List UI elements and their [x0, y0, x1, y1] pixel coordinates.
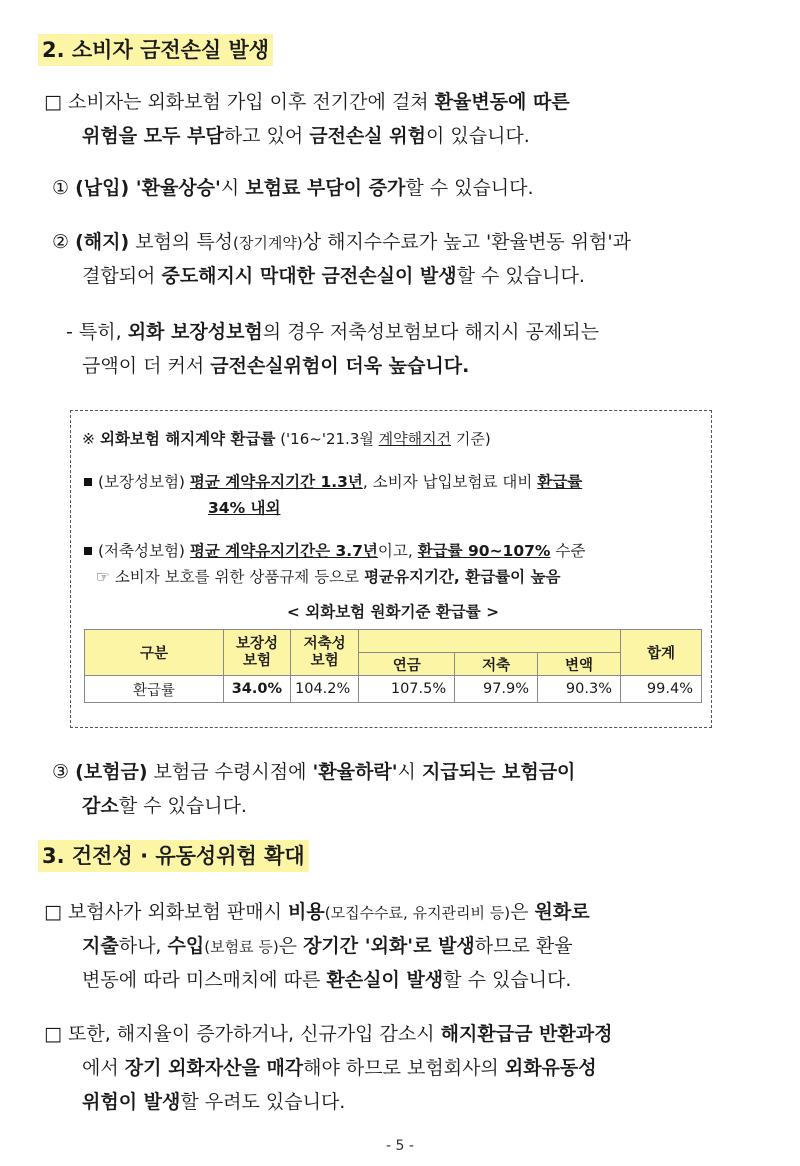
table-cell: 107.5% [359, 676, 455, 703]
item-2-surrender-line-2 [82, 256, 585, 296]
box-bullet-3 [96, 565, 560, 589]
table-cell: 90.3% [538, 676, 621, 703]
text-segment: , 소비자 납입보험료 대비 [362, 473, 538, 491]
text-emphasis: 외화유동성 [504, 1057, 597, 1079]
text-emphasis: 평균 계약유지기간은 3.7년 [189, 542, 378, 560]
text-emphasis: (해지) [75, 231, 130, 253]
text-note-underlined: 계약해지건 [378, 430, 452, 448]
text-segment: 할 우려도 있습니다. [180, 1091, 346, 1113]
text-emphasis: 중도해지시 막대한 금전손실이 발생 [161, 265, 457, 287]
text-emphasis: 금전손실위험이 더욱 높습니다. [210, 355, 470, 377]
text-segment: 은 [510, 901, 535, 923]
text-segment: (저축성보험) [98, 542, 190, 560]
text-segment: 보험사가 외화보험 판매시 [68, 901, 289, 923]
text-emphasis: 환손실이 발생 [326, 969, 444, 991]
text-note: (보험료 등) [204, 938, 279, 956]
text-segment: 결합되어 [82, 265, 162, 287]
text-emphasis: 위험이 발생 [82, 1091, 181, 1113]
table-header-cell: 저축성 보험 [291, 630, 359, 676]
text-segment: 시 [220, 177, 246, 199]
text-segment: 할 수 있습니다. [118, 795, 247, 817]
table-header-cell [359, 630, 621, 653]
table-title [84, 600, 702, 624]
box-title-text: 외화보험 해지계약 환급률 [99, 430, 276, 448]
text-emphasis: 비용 [288, 901, 325, 923]
table-cell: 104.2% [291, 676, 359, 703]
text-emphasis: (납입) '환율상승' [75, 177, 221, 199]
text-segment: 의 경우 저축성보험보다 해지시 공제되는 [262, 321, 599, 343]
text-emphasis: 평균유지기간, 환급률이 높음 [364, 568, 561, 586]
table-row [85, 676, 702, 703]
text-emphasis: (보험금) [75, 761, 148, 783]
text-emphasis: 지출 [82, 935, 119, 957]
text-segment: 할 수 있습니다. [456, 265, 585, 287]
item-number: ① [52, 177, 70, 199]
text-segment: 상 해지수수료가 높고 '환율변동 위험'과 [302, 231, 631, 253]
text-emphasis: 환급률 [537, 473, 583, 491]
text-segment: 하나, [118, 935, 168, 957]
text-emphasis: 34% 내외 [208, 499, 281, 517]
page-number: - 5 - [386, 1138, 414, 1154]
dash-note-line-2 [82, 346, 469, 386]
text-emphasis: 지급되는 보험금이 [421, 761, 576, 783]
text-note: ('16~'21.3월 [275, 430, 379, 448]
text-emphasis: 감소 [82, 795, 119, 817]
item-number: ② [52, 231, 70, 253]
item-number: ③ [52, 761, 70, 783]
text-segment: 보험의 특성 [129, 231, 234, 253]
text-emphasis: 금전손실 위험 [309, 125, 426, 147]
square-bullet-icon [84, 478, 92, 486]
table-title-text: < 외화보험 원화기준 환급률 > [286, 603, 500, 621]
table-cell: 34.0% [224, 676, 291, 703]
text-segment: 할 수 있습니다. [405, 177, 534, 199]
text-segment: 은 [278, 935, 304, 957]
text-segment: 소비자는 외화보험 가입 이후 전기간에 걸쳐 [68, 91, 435, 113]
table-header-cell: 연금 [359, 653, 455, 676]
text-emphasis: 해지환급금 반환과정 [440, 1023, 613, 1045]
text-segment: 금액이 더 커서 [82, 355, 211, 377]
section-3-heading: 3. 건전성 · 유동성위험 확대 [38, 840, 309, 872]
text-segment: 하므로 환율 [474, 935, 573, 957]
section-3-paragraph-1-line-3 [82, 960, 571, 1000]
table-cell: 97.9% [455, 676, 538, 703]
text-emphasis: 외화 보장성보험 [127, 321, 263, 343]
text-emphasis: 원화로 [534, 901, 590, 923]
text-segment: 이 있습니다. [425, 125, 530, 147]
text-emphasis: 장기 외화자산을 매각 [124, 1057, 304, 1079]
table-header-cell: 변액 [538, 653, 621, 676]
table-header-row [85, 630, 702, 653]
checkbox-bullet-icon: □ [44, 91, 62, 113]
text-emphasis: 위험을 모두 부담 [82, 125, 224, 147]
text-segment: (보장성보험) [98, 473, 190, 491]
box-title [82, 427, 491, 451]
checkbox-bullet-icon: □ [44, 901, 62, 923]
section-2-paragraph-1-line-2 [82, 116, 530, 156]
text-note: 기준) [451, 430, 491, 448]
text-emphasis: '환율하락' [312, 761, 398, 783]
section-2-heading: 2. 소비자 금전손실 발생 [38, 34, 273, 66]
text-note: (장기계약) [233, 234, 303, 252]
item-1-payment [52, 168, 534, 208]
section-3-paragraph-2-line-3 [82, 1082, 345, 1122]
checkbox-bullet-icon: □ [44, 1023, 62, 1045]
table-header-cell: 합계 [621, 630, 702, 676]
text-note: (모집수수료, 유지관리비 등) [324, 904, 511, 922]
table-header-cell: 저축 [455, 653, 538, 676]
text-segment: 하고 있어 [223, 125, 310, 147]
text-segment: 해야 하므로 보험회사의 [303, 1057, 505, 1079]
text-segment: 에서 [82, 1057, 125, 1079]
reference-mark: ※ [82, 430, 95, 448]
text-emphasis: 환율변동에 따른 [434, 91, 570, 113]
text-emphasis: 수입 [167, 935, 205, 957]
box-bullet-1-line-1 [84, 470, 582, 494]
box-bullet-2 [84, 539, 585, 563]
refund-rate-table [84, 629, 702, 703]
text-segment: - 특히, [66, 321, 128, 343]
table-header-cell: 보장성 보험 [224, 630, 291, 676]
table-row-label: 환급률 [85, 676, 224, 703]
item-3-claim-line-2 [82, 786, 247, 826]
table-cell: 99.4% [621, 676, 702, 703]
text-emphasis: 보험료 부담이 증가 [245, 177, 406, 199]
text-segment: ☞ 소비자 보호를 위한 상품규제 등으로 [96, 568, 365, 586]
square-bullet-icon [84, 547, 92, 555]
text-segment: 수준 [550, 542, 586, 560]
text-segment: 할 수 있습니다. [443, 969, 572, 991]
text-emphasis: 환급률 90~107% [417, 542, 551, 560]
text-segment: 또한, 해지율이 증가하거나, 신규가입 감소시 [68, 1023, 441, 1045]
text-emphasis: 장기간 '외화'로 발생 [303, 935, 475, 957]
table-header-cell: 구분 [85, 630, 224, 676]
text-emphasis: 평균 계약유지기간 1.3년 [189, 473, 363, 491]
text-segment: 보험금 수령시점에 [147, 761, 313, 783]
box-bullet-1-line-2 [208, 496, 280, 520]
text-segment: 이고, [377, 542, 418, 560]
text-segment: 변동에 따라 미스매치에 따른 [82, 969, 327, 991]
text-segment: 시 [397, 761, 422, 783]
